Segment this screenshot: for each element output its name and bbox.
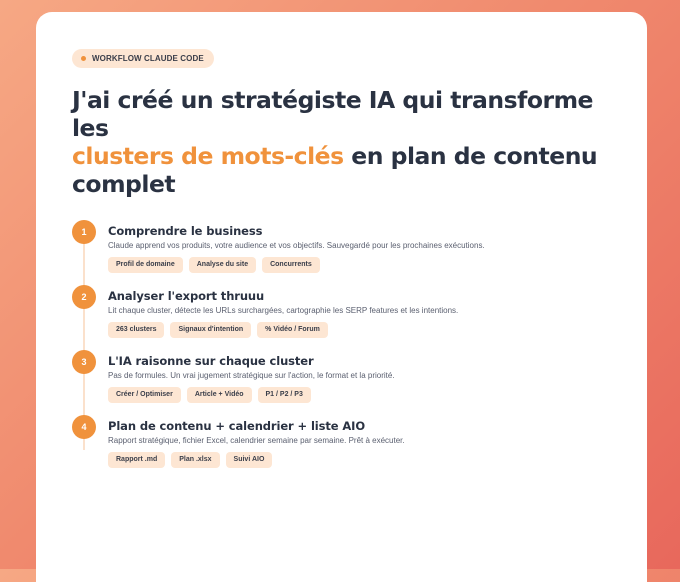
headline (72, 86, 611, 198)
headline-accent: clusters de mots-clés (72, 142, 344, 170)
tag: Plan .xlsx (171, 452, 219, 468)
step-title: L'IA raisonne sur chaque cluster (108, 354, 314, 368)
step-number: 1 (72, 220, 96, 244)
tag: Créer / Optimiser (108, 387, 181, 403)
step-tags (108, 257, 485, 273)
step-title: Comprendre le business (108, 224, 263, 238)
headline-part2: en plan de contenu complet (72, 142, 598, 198)
tag: Profil de domaine (108, 257, 183, 273)
step-4 (72, 415, 611, 480)
step-tags (108, 452, 405, 468)
step-description: Rapport stratégique, fichier Excel, calendrier semaine par semaine. Prêt à exécuter. (108, 436, 405, 445)
tag: Concurrents (262, 257, 320, 273)
step-title: Analyser l'export thruuu (108, 289, 265, 303)
tag: % Vidéo / Forum (257, 322, 328, 338)
step-description: Lit chaque cluster, détecte les URLs surchargées, cartographie les SERP features et les intentions. (108, 306, 459, 315)
headline-part1: J'ai créé un stratégiste IA qui transforme les (72, 86, 593, 142)
tag: Signaux d'intention (170, 322, 251, 338)
step-tags (108, 387, 395, 403)
step-number: 2 (72, 285, 96, 309)
step-title: Plan de contenu + calendrier + liste AIO (108, 419, 366, 433)
badge-label: WORKFLOW CLAUDE CODE (92, 54, 204, 63)
tag: Analyse du site (189, 257, 256, 273)
tag: Suivi AIO (226, 452, 273, 468)
dot-icon (81, 56, 86, 61)
step-3 (72, 350, 611, 415)
tag: 263 clusters (108, 322, 164, 338)
tag: P1 / P2 / P3 (258, 387, 311, 403)
step-number: 3 (72, 350, 96, 374)
step-description: Pas de formules. Un vrai jugement stratégique sur l'action, le format et la priorité. (108, 371, 395, 380)
tag: Article + Vidéo (187, 387, 252, 403)
step-1 (72, 220, 611, 285)
step-2 (72, 285, 611, 350)
step-tags (108, 322, 458, 338)
step-description: Claude apprend vos produits, votre audience et vos objectifs. Sauvegardé pour les prochaines exécutions. (108, 241, 485, 250)
steps-list (72, 220, 611, 480)
workflow-badge (72, 49, 214, 68)
tag: Rapport .md (108, 452, 165, 468)
step-number: 4 (72, 415, 96, 439)
content-card (36, 12, 647, 582)
